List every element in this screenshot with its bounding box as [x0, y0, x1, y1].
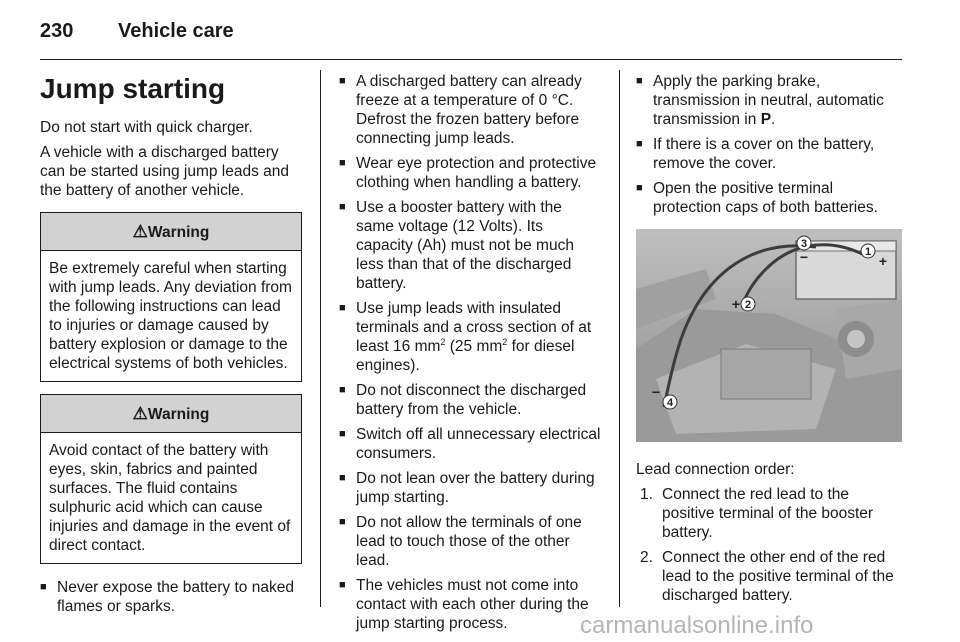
callout-4: 4 [666, 397, 674, 409]
callout-3: 3 [800, 238, 808, 250]
warning-header-2 [41, 395, 301, 433]
column-1 [40, 72, 302, 622]
list-item: ■ Wear eye protection and protective clothing when handling a battery. [339, 154, 603, 192]
bullet-list-col3 [636, 72, 902, 217]
intro-paragraph-1: Do not start with quick charger. [40, 119, 253, 136]
warning-label: Warning [147, 224, 210, 241]
watermark: carmanualsonline.info [580, 612, 814, 639]
warning-icon: ⚠ [132, 404, 148, 423]
numbered-steps [636, 485, 902, 605]
page-header [40, 20, 234, 43]
plus-sign: + [878, 253, 888, 269]
list-item: ■ Do not allow the terminals of one lead to touch those of the other lead. [339, 513, 603, 570]
callout-2: 2 [744, 299, 752, 311]
page-title: Jump starting [40, 73, 226, 104]
column-divider-1 [320, 70, 321, 607]
list-item: ■ Open the positive terminal protection caps of both batteries. [636, 179, 902, 217]
list-item: ■ Do not disconnect the discharged battery from the vehicle. [339, 381, 603, 419]
step-item: 2. Connect the other end of the red lead to the positive terminal of the discharged battery. [640, 549, 894, 604]
warning-box-1 [40, 212, 302, 382]
warning-header-1 [41, 213, 301, 251]
header-rule [40, 59, 902, 60]
warning-label: Warning [147, 406, 210, 423]
warning-text-1: Be extremely careful when starting with jump leads. Any deviation from the following instructions can lead to injuries or damage caused by battery explosion or damage to the electrical systems of both vehicles. [49, 260, 292, 372]
intro-paragraph-2: A vehicle with a discharged battery can be started using jump leads and the battery of another vehicle. [40, 144, 290, 199]
column-3 [636, 72, 902, 611]
column-2 [339, 72, 603, 639]
warning-box-2 [40, 394, 302, 564]
list-item-jump-leads: ■ Use jump leads with insulated terminals and a cross section of at least 16 $mm^2$ (25 $mm^2$ for diesel engines). [339, 299, 603, 375]
step-item: 1. Connect the red lead to the positive terminal of the booster battery. [640, 486, 874, 541]
column-divider-2 [619, 70, 620, 607]
engine-bay-photo [636, 229, 902, 442]
section-title: Vehicle care [118, 20, 234, 42]
list-item: ■ If there is a cover on the battery, remove the cover. [636, 135, 902, 173]
list-item: ■ Use a booster battery with the same voltage (12 Volts). Its capacity (Ah) must not be much less than that of the discharged battery. [339, 198, 603, 293]
list-item-parking: ■ Apply the parking brake, transmission in neutral, automatic transmission in P. [636, 72, 902, 129]
bullet-list-col1 [40, 578, 302, 616]
bullet-list-col2 [339, 72, 603, 633]
plus-sign: + [731, 296, 741, 312]
minus-sign: − [799, 249, 809, 265]
list-item: ■ Never expose the battery to naked flames or sparks. [40, 578, 302, 616]
list-item: ■ Switch off all unnecessary electrical consumers. [339, 425, 603, 463]
warning-icon: ⚠ [132, 222, 148, 241]
callout-1: 1 [864, 246, 872, 258]
list-item: ■ The vehicles must not come into contact with each other during the jump starting process. [339, 576, 603, 633]
minus-sign: − [651, 384, 661, 400]
page-number: 230 [40, 20, 74, 42]
warning-text-2: Avoid contact of the battery with eyes, skin, fabrics and painted surfaces. The fluid contains sulphuric acid which can cause injuries and damage in the event of direct contact. [49, 442, 291, 554]
order-title: Lead connection order: [636, 461, 795, 478]
list-item: ■ Do not lean over the battery during jump starting. [339, 469, 603, 507]
list-item: ■ A discharged battery can already freeze at a temperature of 0 °C. Defrost the frozen battery before connecting jump leads. [339, 72, 603, 148]
